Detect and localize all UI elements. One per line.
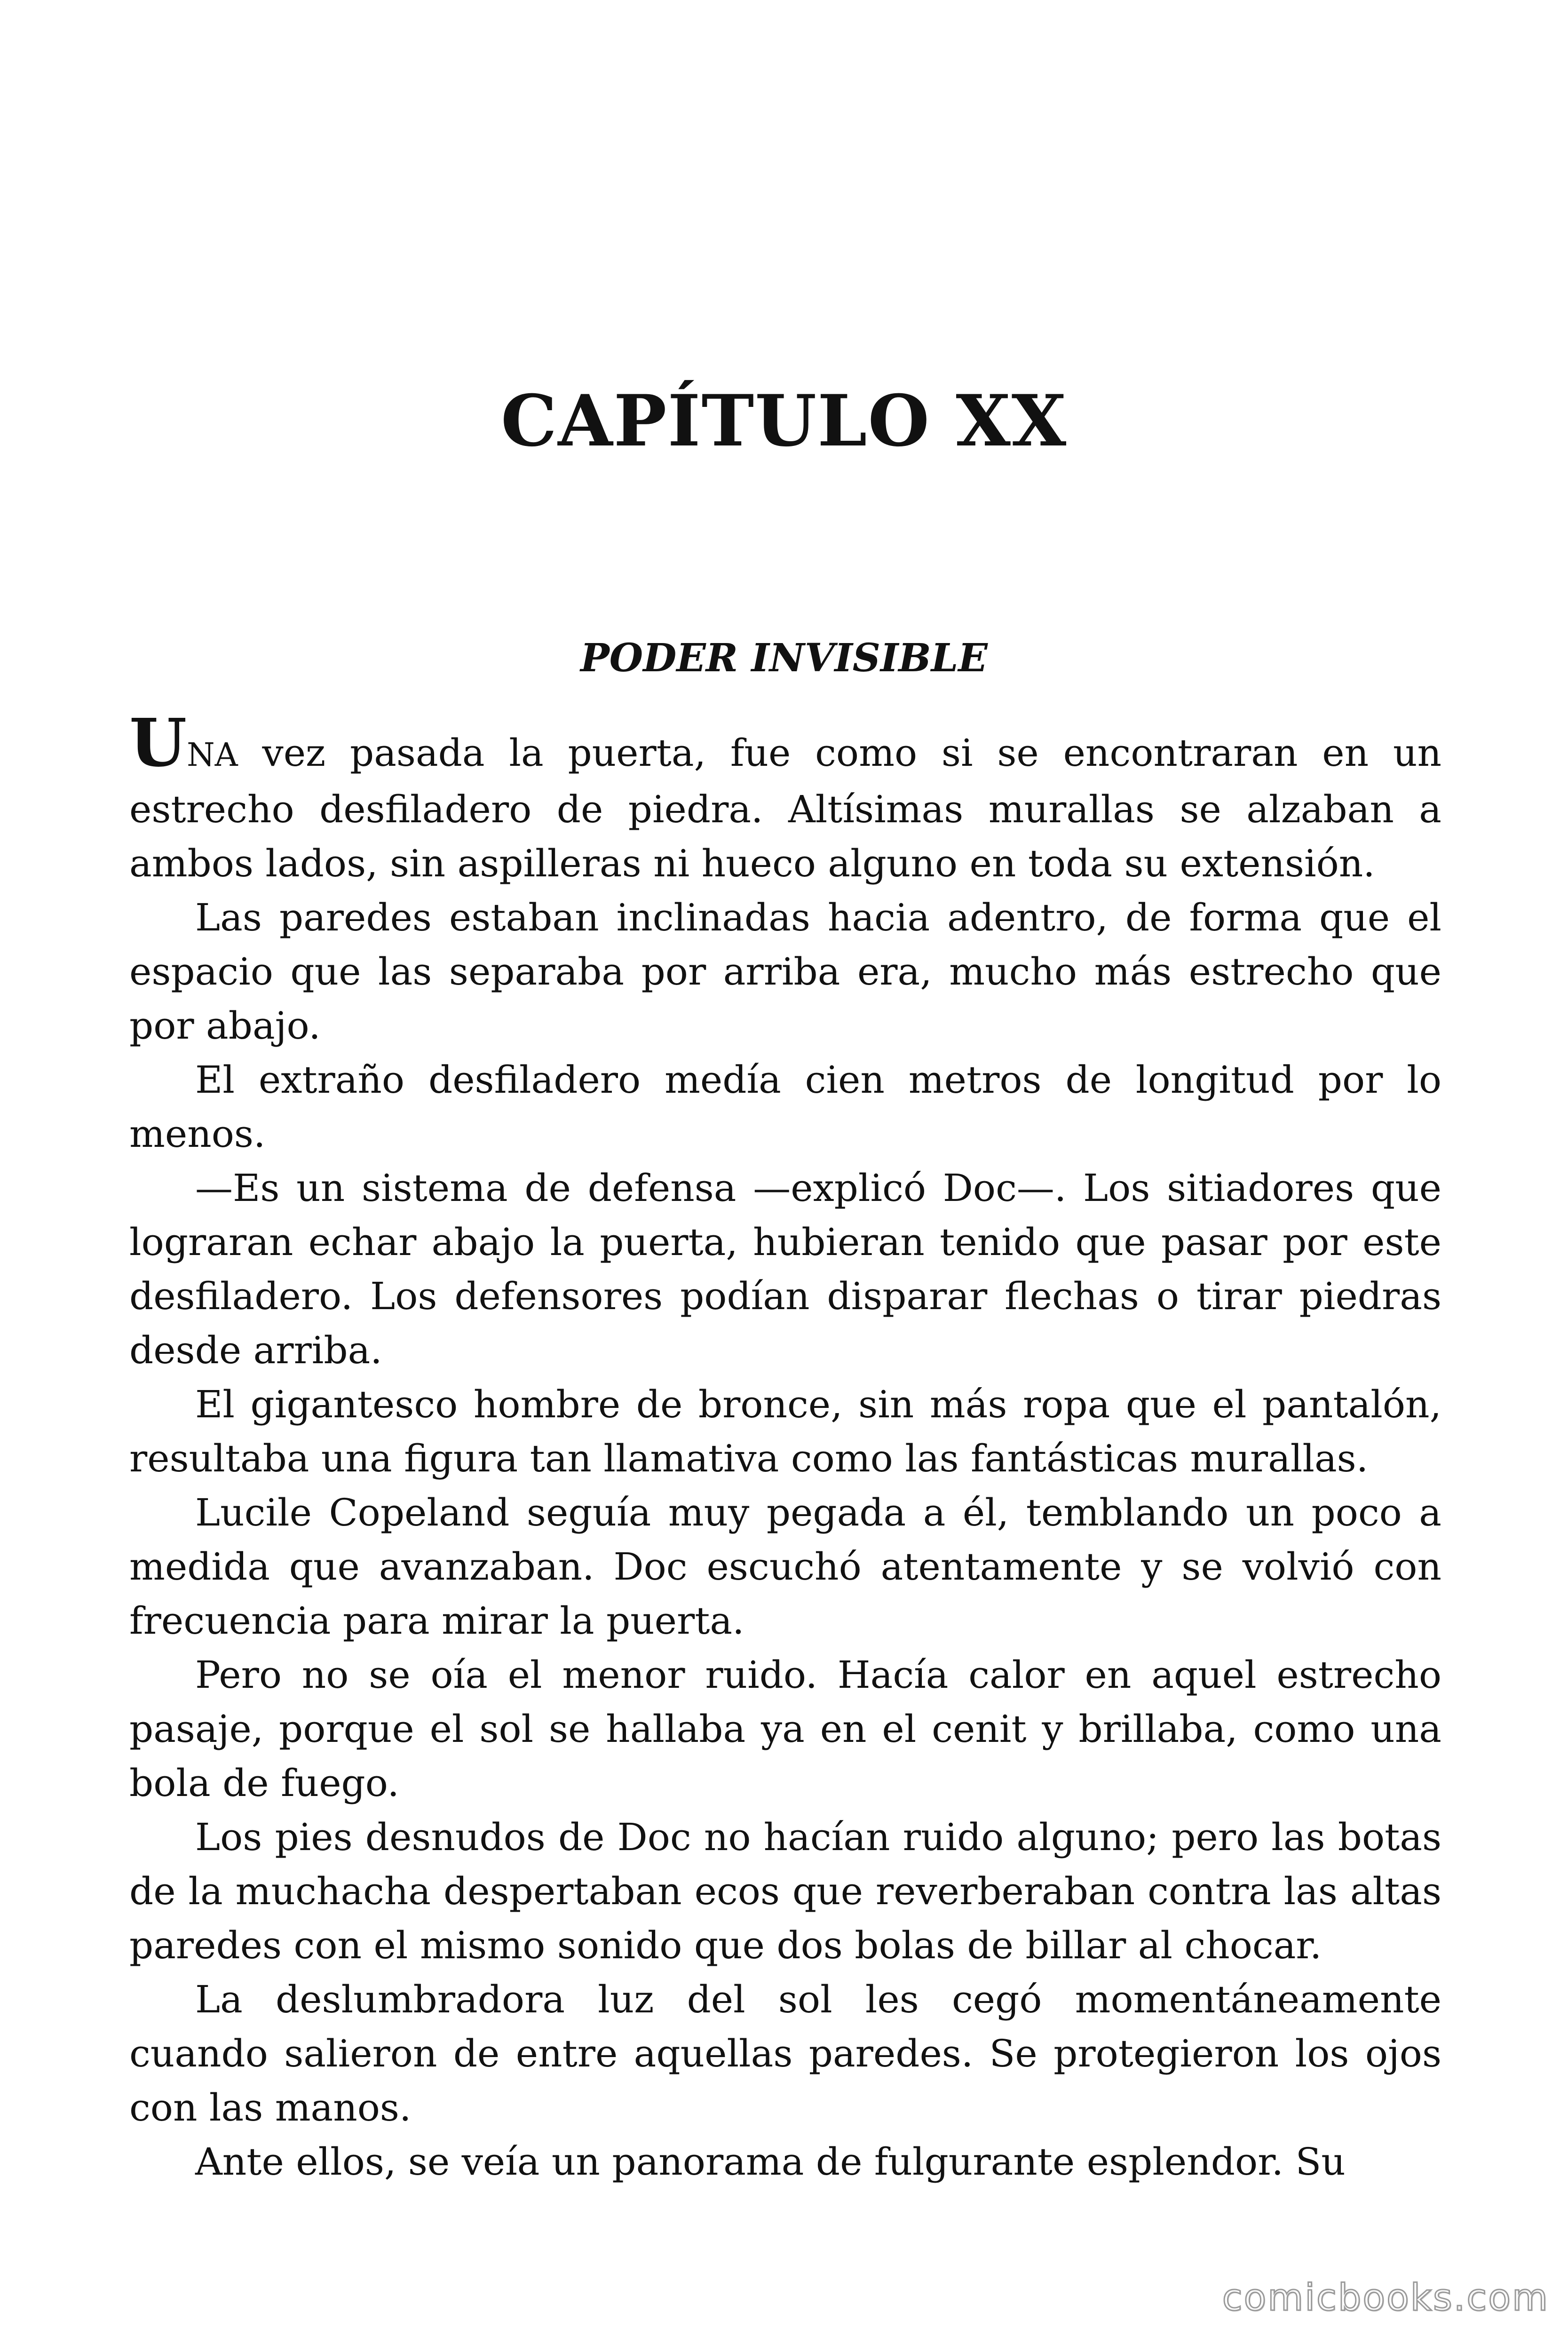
paragraph: Pero no se oía el menor ruido. Hacía calor en aquel estrecho pasaje, porque el sol se hallaba ya en el cenit y brillaba, como una bola de fuego. xyxy=(129,1653,1441,1805)
paragraph: Ante ellos, se veía un panorama de fulgurante esplendor. Su xyxy=(195,2140,1346,2184)
paragraph: Lucile Copeland seguía muy pegada a él, temblando un poco a medida que avanzaban. Doc escuchó atentamente y se volvió con frecuencia para mirar la puerta. xyxy=(129,1491,1441,1643)
chapter-subtitle: PODER INVISIBLE xyxy=(580,636,988,681)
chapter-title: CAPÍTULO XX xyxy=(500,380,1068,462)
paragraph: —Es un sistema de defensa —explicó Doc—. Los sitiadores que lograran echar abajo la puerta, hubieran tenido que pasar por este desfiladero. Los defensores podían disparar flechas o tirar piedras desde arriba. xyxy=(129,1166,1441,1372)
watermark: comicbooks.com xyxy=(1222,2277,1549,2319)
paragraph: El gigantesco hombre de bronce, sin más ropa que el pantalón, resultaba una figura tan llamativa como las fantásticas murallas. xyxy=(129,1383,1441,1480)
paragraph: Los pies desnudos de Doc no hacían ruido alguno; pero las botas de la muchacha despertaban ecos que reverberaban contra las altas paredes con el mismo sonido que dos bolas de billar al chocar. xyxy=(129,1815,1441,1967)
paragraph: Las paredes estaban inclinadas hacia adentro, de forma que el espacio que las separaba por arriba era, mucho más estrecho que por abajo. xyxy=(129,896,1441,1048)
first-paragraph-text: vez pasada la puerta, fue como si se encontraran en un estrecho desfiladero de piedra. Altísimas murallas se alzaban a ambos lados, sin aspilleras ni hueco alguno en toda su extensión. xyxy=(129,731,1441,885)
opening-small-caps: NA xyxy=(187,737,238,774)
paragraph: La deslumbradora luz del sol les cegó momentáneamente cuando salieron de entre aquellas paredes. Se protegieron los ojos con las manos. xyxy=(129,1978,1441,2130)
drop-cap: U xyxy=(129,705,187,782)
paragraph: El extraño desfiladero medía cien metros de longitud por lo menos. xyxy=(129,1058,1441,1156)
first-paragraph xyxy=(129,705,1441,890)
chapter-body xyxy=(129,705,1441,2189)
